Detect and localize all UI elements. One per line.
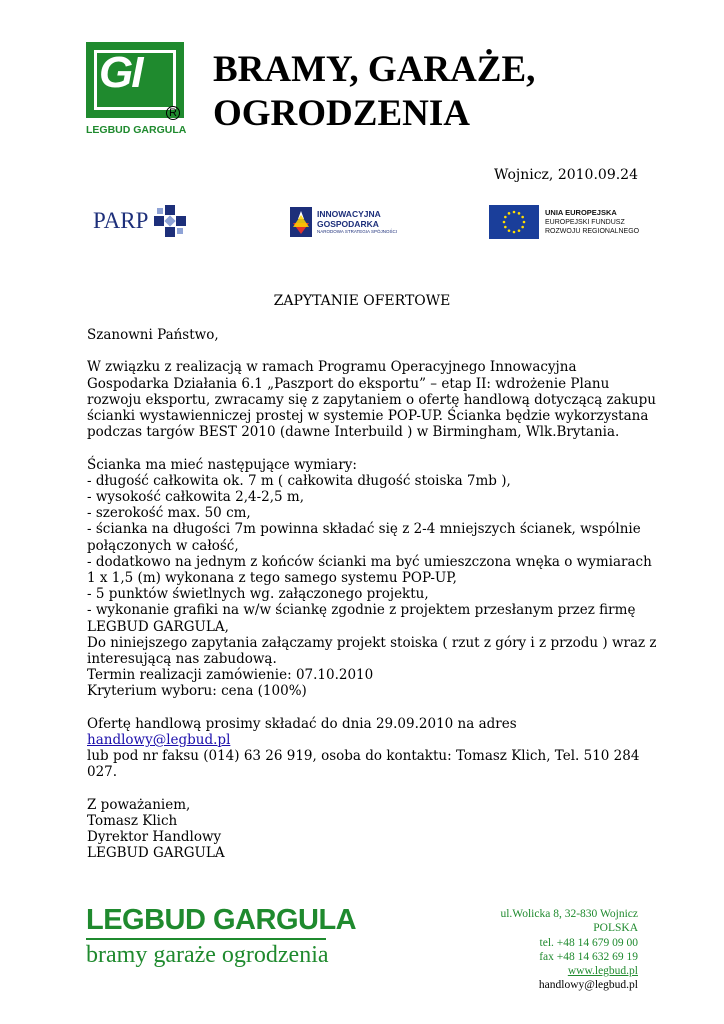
- eu-star-icon: [513, 211, 516, 214]
- letter-title: ZAPYTANIE OFERTOWE: [273, 293, 451, 309]
- eu-line-2: EUROPEJSKI FUNDUSZ: [545, 219, 625, 226]
- registered-mark: R: [166, 106, 180, 120]
- eu-star-icon: [508, 212, 511, 215]
- signer-name: Tomasz Klich: [87, 813, 178, 830]
- eu-logo: [489, 205, 639, 239]
- signer-title: Dyrektor Handlowy: [87, 829, 222, 846]
- eu-star-icon: [521, 226, 524, 229]
- intro-paragraph: W związku z realizacją w ramach Programu Operacyjnego Innowacyjna Gospodarka Działania 6.1 „Paszport do eksportu” – etap II: wdrożenie Planu rozwoju eksportu, zwracamy się z zapytaniem o ofertę handlową dotyczącą zakupu ścianki wystawienniczej prostej w systemie POP-UP. Ścianka będzie wykorzystana podczas targów BEST 2010 (dawne Interbuild ) w Birmingham, Wlk.Brytania.: [87, 359, 656, 441]
- eu-star-icon: [508, 229, 511, 232]
- list-item: - dodatkowo na jednym z końców ścianki ma być umieszczona wnęka o wymiarach 1 x 1,5 (m) wykonana z tego samego systemu POP-UP,: [87, 553, 652, 587]
- eu-star-icon: [518, 229, 521, 232]
- footer-contact: [500, 907, 638, 993]
- footer-tel: tel. +48 14 679 09 00: [539, 936, 638, 949]
- footer-brand-name: LEGBUD GARGULA: [86, 904, 357, 936]
- headline-line-2: OGRODZENIA: [213, 93, 470, 134]
- ig-line-1: INNOWACYJNA: [317, 209, 381, 219]
- dimensions-heading: Ścianka ma mieć następujące wymiary:: [87, 456, 357, 473]
- offer-email-link[interactable]: handlowy@legbud.pl: [87, 732, 231, 749]
- eu-line-1: UNIA EUROPEJSKA: [545, 208, 617, 217]
- eu-star-icon: [521, 216, 524, 219]
- eu-star-icon: [504, 226, 507, 229]
- ig-line-2: GOSPODARKA: [317, 219, 379, 229]
- signer-company: LEGBUD GARGULA: [87, 845, 225, 862]
- closing: Z poważaniem,: [87, 796, 191, 813]
- headline-line-1: BRAMY, GARAŻE,: [213, 49, 536, 90]
- attachment-note: Do niniejszego zapytania załączamy projekt stoiska ( rzut z góry i z przodu ) wraz z interesującą nas zabudową.: [87, 634, 657, 668]
- footer-tagline: bramy garaże ogrodzenia: [86, 942, 329, 968]
- logo-letters: GI: [99, 48, 142, 97]
- offer-paragraph: Ofertę handlową prosimy składać do dnia 29.09.2010 na adres handlowy@legbud.pl lub pod nr faksu (014) 63 26 919, osoba do kontaktu: Tomasz Klich, Tel. 510 284 027.: [87, 715, 640, 781]
- eu-star-icon: [513, 231, 516, 234]
- ig-emblem-icon: [290, 207, 312, 237]
- page-headline: [213, 48, 535, 136]
- list-item: - długość całkowita ok. 7 m ( całkowita długość stoiska 7mb ),: [87, 472, 511, 489]
- footer-country: POLSKA: [593, 922, 638, 935]
- salutation: Szanowni Państwo,: [87, 327, 219, 343]
- list-item: - ścianka na długości 7m powinna składać się z 2-4 mniejszych ścianek, wspólnie połączonych w całość,: [87, 521, 641, 554]
- logo-company-name: LEGBUD GARGULA: [86, 124, 187, 136]
- eu-flag-icon: [489, 205, 539, 239]
- innowacyjna-gospodarka-logo: [290, 206, 397, 238]
- eu-star-icon: [518, 212, 521, 215]
- footer-website-link[interactable]: www.legbud.pl: [567, 965, 638, 978]
- deadline: Termin realizacji zamówienie: 07.10.2010: [87, 667, 374, 684]
- footer-address: ul.Wolicka 8, 32-830 Wojnicz: [500, 908, 638, 920]
- list-item: - wysokość całkowita 2,4-2,5 m,: [87, 489, 304, 505]
- list-item: - szerokość max. 50 cm,: [87, 505, 251, 522]
- eu-star-icon: [504, 216, 507, 219]
- eu-star-icon: [503, 221, 506, 224]
- letter-date: Wojnicz, 2010.09.24: [494, 167, 638, 183]
- parp-emblem-icon: [154, 205, 186, 237]
- list-item: - wykonanie grafiki na w/w ściankę zgodnie z projektem przesłanym przez firmę LEGBUD GARGULA,: [87, 602, 636, 635]
- footer-fax: fax +48 14 632 69 19: [539, 950, 638, 963]
- footer-brand: [86, 903, 356, 970]
- ig-line-3: NARODOWA STRATEGIA SPÓJNOŚCI: [317, 229, 398, 234]
- eu-star-icon: [523, 221, 526, 224]
- eu-line-3: ROZWOJU REGIONALNEGO: [545, 228, 640, 235]
- parp-text: PARP: [93, 208, 149, 233]
- list-item: - 5 punktów świetlnych wg. załączonego projektu,: [87, 586, 429, 603]
- company-logo: [86, 42, 186, 142]
- parp-logo: [93, 205, 186, 237]
- footer-email[interactable]: handlowy@legbud.pl: [538, 979, 638, 992]
- letter-body: [87, 327, 657, 862]
- selection-criterion: Kryterium wyboru: cena (100%): [87, 683, 307, 700]
